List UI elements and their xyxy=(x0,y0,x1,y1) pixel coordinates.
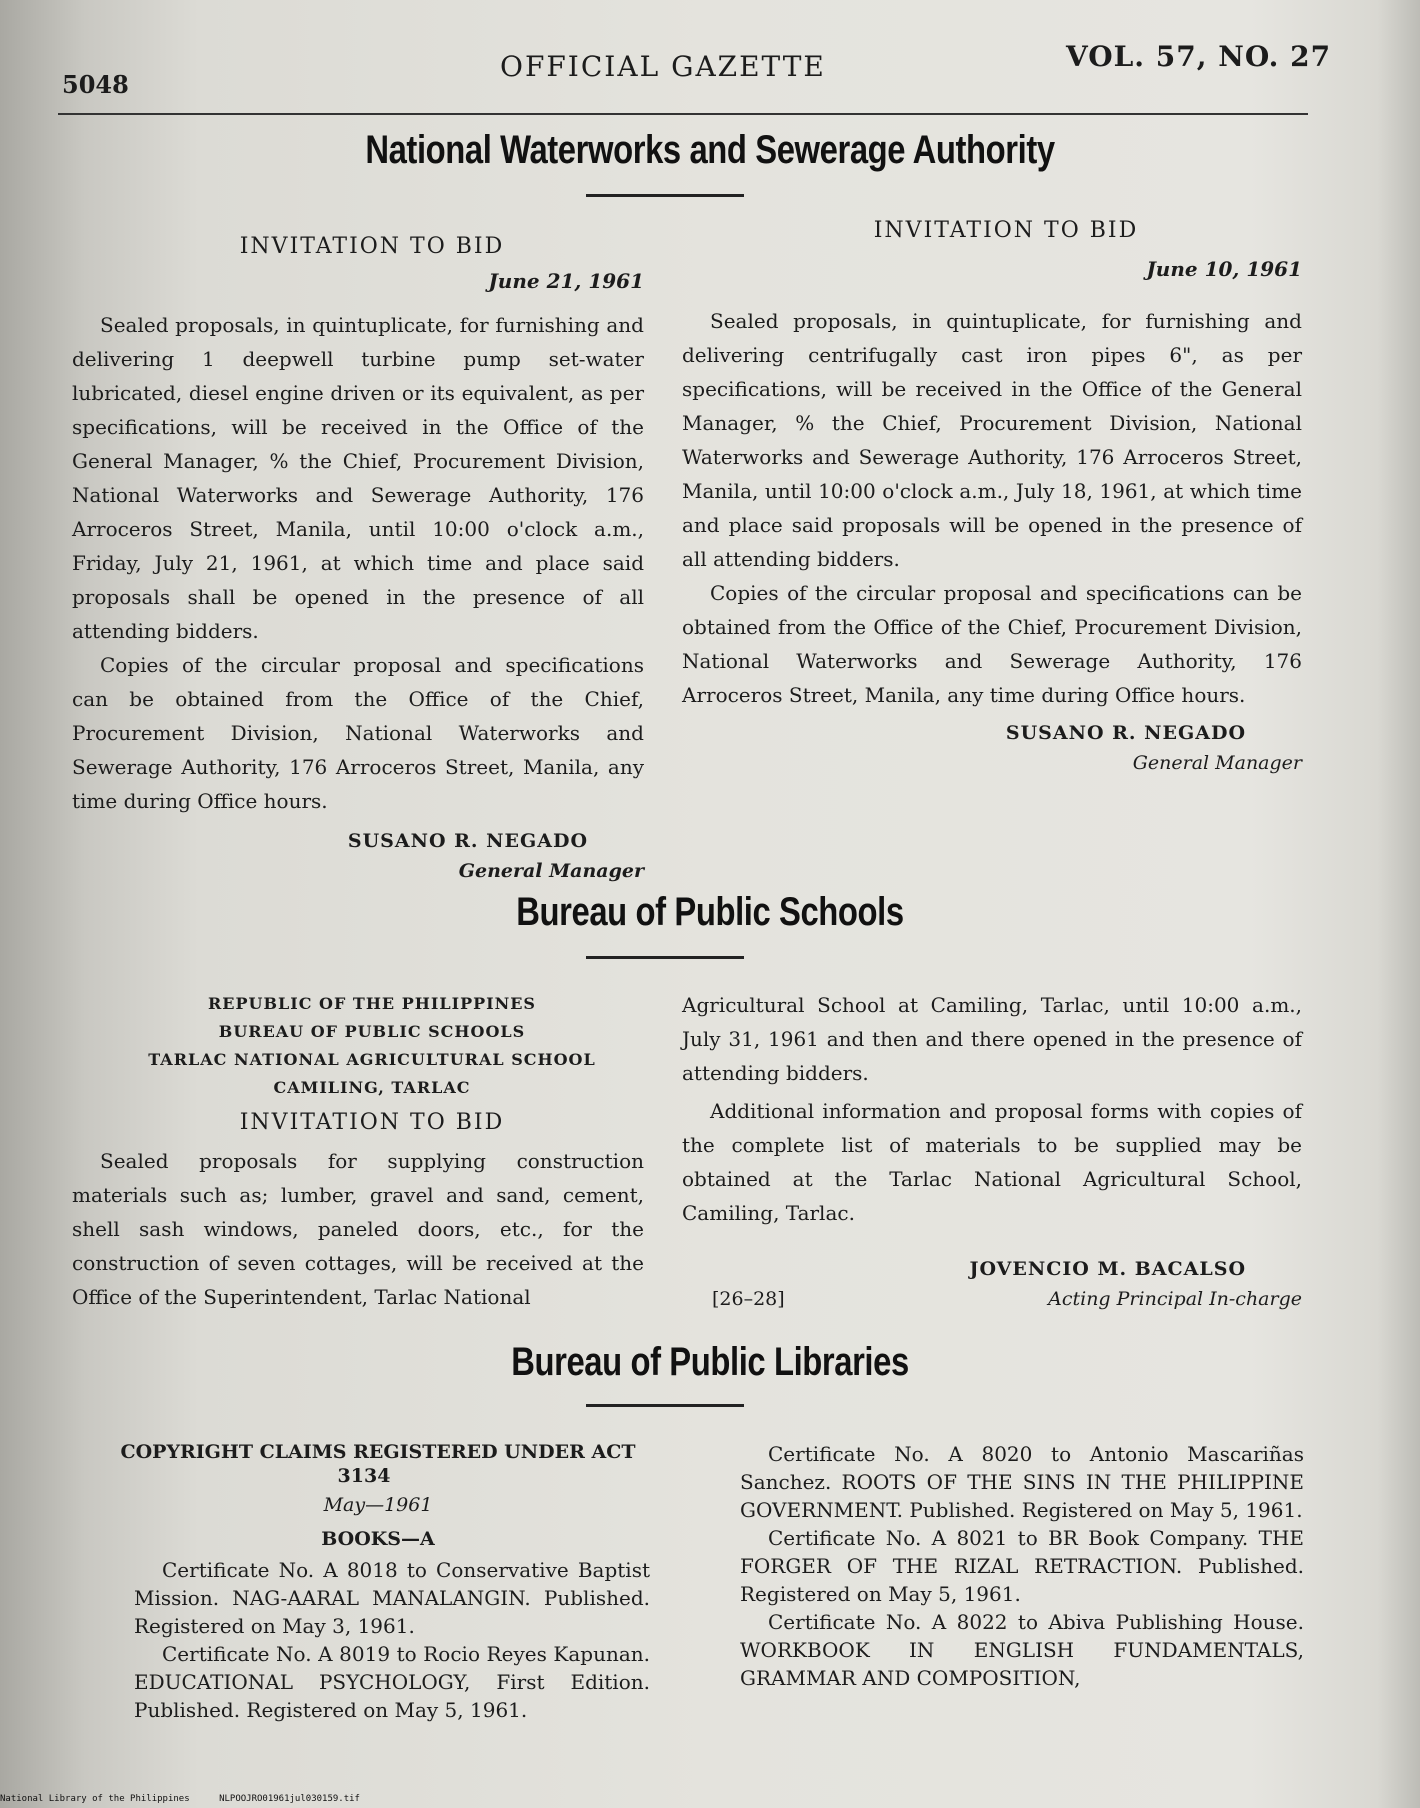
section-title-bps: Bureau of Public Schools xyxy=(516,890,904,934)
header-rule xyxy=(58,113,1308,115)
bps-left-column xyxy=(72,990,644,1314)
nwsa-right-column xyxy=(682,214,1302,778)
section-rule xyxy=(586,194,744,197)
section-rule xyxy=(586,956,744,959)
bps-caps-line-4: CAMILING, TARLAC xyxy=(273,1078,471,1097)
bpl-category: BOOKS—A xyxy=(321,1528,435,1550)
bps-paragraph-2: Additional information and proposal forms with copies of the complete list of materials to be supplied may be obtained at the Tarlac National Agricultural School, Camiling, Tarlac. xyxy=(682,1099,1302,1225)
nwsa-right-heading: INVITATION TO BID xyxy=(873,218,1139,243)
publication-title: OFFICIAL GAZETTE xyxy=(500,50,826,83)
nwsa-right-paragraph-1: Sealed proposals, in quintuplicate, for furnishing and delivering centrifugally cast iron pipes 6", as per specifications, will be received in the Office of the General Manager, % the Chief, Procurement Division, National Waterworks and Sewerage Authority, 176 Arroceros Street, Manila, until 10:00 o'clock a.m., July 18, 1961, at which time and place said proposals will be opened in the presence of all attending bidders. xyxy=(682,309,1302,571)
nwsa-right-date: June 10, 1961 xyxy=(1146,257,1302,281)
nwsa-left-paragraph-2: Copies of the circular proposal and specifications can be obtained from the Office of the Chief, Procurement Division, National Waterworks and Sewerage Authority, 176 Arroceros Street, Manila, any time during Office hours. xyxy=(72,653,644,813)
bps-caps-line-1: REPUBLIC OF THE PHILIPPINES xyxy=(208,994,536,1013)
nwsa-left-signer-name: SUSANO R. NEGADO xyxy=(347,830,588,852)
nwsa-left-date: June 21, 1961 xyxy=(488,269,644,293)
bpl-entry: Certificate No. A 8021 to BR Book Company. THE FORGER OF THE RIZAL RETRACTION. Published. Registered on May 5, 1961. xyxy=(740,1526,1304,1606)
bps-paragraph-1-continued: Agricultural School at Camiling, Tarlac, until 10:00 a.m., July 31, 1961 and then and there opened in the presence of attending bidders. xyxy=(682,993,1302,1085)
nwsa-right-signer-name: SUSANO R. NEGADO xyxy=(1005,722,1246,744)
page-number: 5048 xyxy=(62,70,129,99)
section-title-nwsa: National Waterworks and Sewerage Authority xyxy=(365,128,1055,172)
bpl-entry: Certificate No. A 8020 to Antonio Mascariñas Sanchez. ROOTS OF THE SINS IN THE PHILIPPINE GOVERNMENT. Published. Registered on May 5, 1961. xyxy=(740,1442,1304,1522)
bps-signer-title: Acting Principal In-charge xyxy=(1048,1288,1302,1310)
scan-footer xyxy=(0,1794,384,1804)
nwsa-right-signer-title: General Manager xyxy=(1132,752,1302,774)
bps-signer-name: JOVENCIO M. BACALSO xyxy=(969,1258,1246,1280)
bps-caps-line-3: TARLAC NATIONAL AGRICULTURAL SCHOOL xyxy=(148,1050,596,1069)
bps-reference: [26–28] xyxy=(712,1288,785,1310)
footer-library: National Library of the Philippines xyxy=(0,1794,190,1804)
nwsa-left-signer-title: General Manager xyxy=(458,860,644,882)
nwsa-right-paragraph-2: Copies of the circular proposal and specifications can be obtained from the Office of the Chief, Procurement Division, National Waterworks and Sewerage Authority, 176 Arroceros Street, Manila, any time during Office hours. xyxy=(682,581,1302,707)
nwsa-left-heading: INVITATION TO BID xyxy=(239,234,505,259)
bps-caps-line-2: BUREAU OF PUBLIC SCHOOLS xyxy=(218,1022,526,1041)
bpl-entry: Certificate No. A 8019 to Rocio Reyes Kapunan. EDUCATIONAL PSYCHOLOGY, First Edition. Published. Registered on May 5, 1961. xyxy=(134,1642,650,1722)
bpl-left-column xyxy=(78,1440,650,1724)
bps-right-column xyxy=(682,988,1302,1318)
section-rule xyxy=(586,1404,744,1407)
bpl-month: May—1961 xyxy=(323,1494,433,1516)
nwsa-left-paragraph-1: Sealed proposals, in quintuplicate, for furnishing and delivering 1 deepwell turbine pump set-water lubricated, diesel engine driven or its equivalent, as per specifications, will be received in the Office of the General Manager, % the Chief, Procurement Division, National Waterworks and Sewerage Authority, 176 Arroceros Street, Manila, until 10:00 o'clock a.m., Friday, July 21, 1961, at which time and place said proposals shall be opened in the presence of all attending bidders. xyxy=(72,313,644,643)
bps-paragraph-1: Sealed proposals for supplying construction materials such as; lumber, gravel and sand, cement, shell sash windows, paneled doors, etc., for the construction of seven cottages, will be received at the Office of the Superintendent, Tarlac National xyxy=(72,1149,644,1309)
section-title-bpl: Bureau of Public Libraries xyxy=(511,1340,909,1384)
footer-filename: NLPOOJRO01961jul030159.tif xyxy=(219,1794,360,1804)
bpl-right-column xyxy=(684,1440,1304,1692)
bpl-entry: Certificate No. A 8018 to Conservative Baptist Mission. NAG-AARAL MANALANGIN. Published. Registered on May 3, 1961. xyxy=(134,1558,650,1638)
volume-number: VOL. 57, NO. 27 xyxy=(1066,40,1332,73)
bpl-heading: COPYRIGHT CLAIMS REGISTERED UNDER ACT 3134 xyxy=(120,1441,636,1487)
nwsa-left-column xyxy=(72,230,644,886)
bps-heading: INVITATION TO BID xyxy=(239,1110,505,1135)
bpl-entry: Certificate No. A 8022 to Abiva Publishing House. WORKBOOK IN ENGLISH FUNDAMENTALS, GRAMMAR AND COMPOSITION, xyxy=(740,1610,1304,1690)
